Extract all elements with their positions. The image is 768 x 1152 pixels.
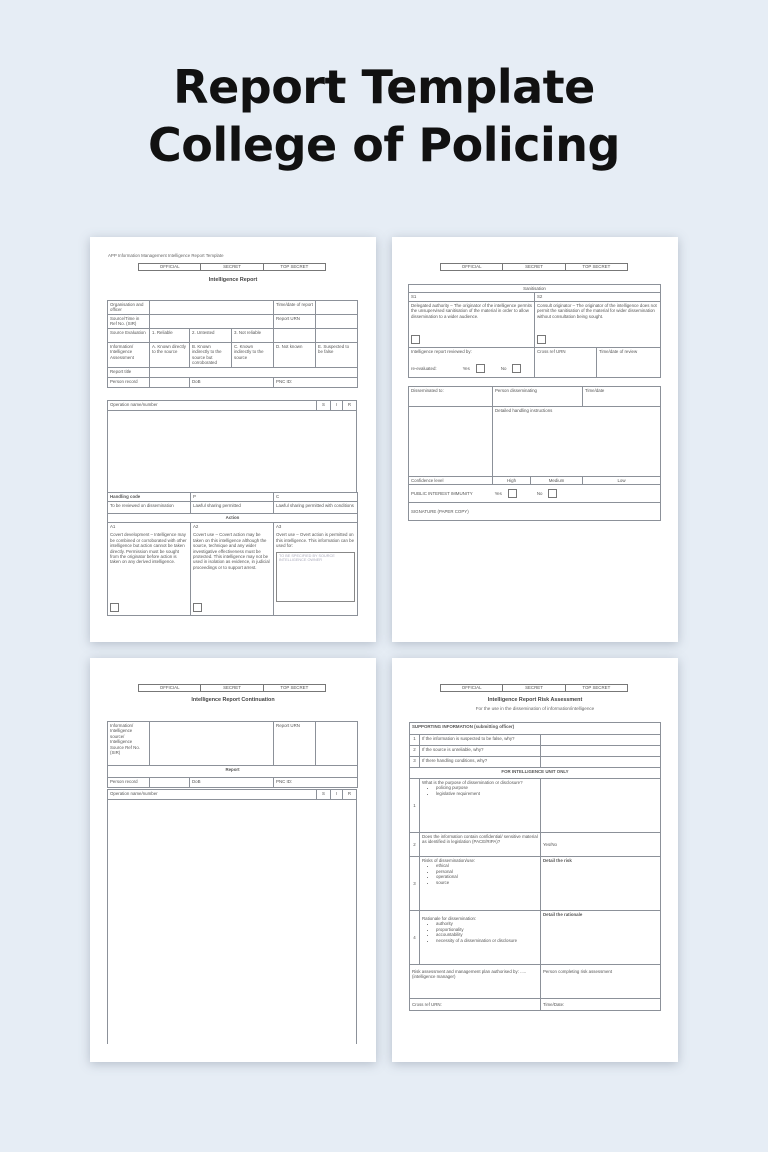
classification-official: OFFICIAL bbox=[139, 264, 201, 270]
handling-p: P bbox=[191, 493, 274, 502]
unit-question-4 bbox=[420, 911, 541, 965]
a3-use-field[interactable]: TO BE SPECIFIED BY SOURCE INTELLIGENCE OWNER bbox=[276, 552, 355, 602]
report-body-field[interactable] bbox=[108, 411, 357, 493]
a1-text: Covert development – Intelligence may be combined or corroborated with other intelligence but action cannot be taken directly. Permission must be sought from the originator before action is taken on any derived intelligence. bbox=[110, 532, 187, 565]
sir-s[interactable]: S bbox=[317, 401, 331, 411]
org-field[interactable] bbox=[150, 301, 274, 315]
urn-label: Report URN bbox=[274, 722, 316, 766]
signature-field[interactable] bbox=[409, 503, 661, 521]
operation-label: Operation name/number bbox=[108, 401, 317, 411]
confidence-label: Confidence level bbox=[409, 477, 493, 485]
bullet: • legislative requirement bbox=[436, 791, 538, 796]
classification-bar bbox=[440, 263, 628, 271]
info-assess-a[interactable]: A. Known directly to the source bbox=[150, 343, 190, 368]
operation-table bbox=[107, 400, 357, 493]
pnc-label[interactable]: PNC ID: bbox=[274, 778, 358, 788]
s2-text: Consult originator – The originator of the intelligence does not permit the sanitisation of the material for wider dissemination without consultation being sought. bbox=[537, 302, 657, 319]
unit-question-3-text: Risks of dissemination/use: bbox=[422, 858, 476, 863]
urn-label: Report URN bbox=[274, 315, 316, 329]
header-note: APP Information Management Intelligence Report Template bbox=[108, 253, 224, 258]
doc-title: Intelligence Report Risk Assessment bbox=[487, 697, 583, 703]
page-risk-assessment bbox=[392, 658, 678, 1062]
report-details-table bbox=[107, 300, 358, 388]
unit-question-1-text: What is the purpose of dissemination or disclosure? bbox=[422, 780, 523, 785]
urn-field[interactable] bbox=[316, 315, 358, 329]
classification-bar bbox=[440, 684, 628, 692]
review-cell bbox=[409, 347, 535, 377]
title-line-2: College of Policing bbox=[148, 118, 620, 172]
title-line-1: Report Template bbox=[173, 60, 595, 114]
supporting-answer-3[interactable] bbox=[541, 757, 661, 768]
classification-bar bbox=[138, 684, 326, 692]
report-label: Report bbox=[108, 766, 358, 778]
action-a2 bbox=[191, 523, 274, 616]
unit-answer-4[interactable]: Detail the rationale bbox=[541, 911, 661, 965]
person-record-label: Person record bbox=[108, 377, 150, 387]
pii-label: PUBLIC INTEREST IMMUNITY bbox=[411, 491, 473, 497]
dob-label[interactable]: DoB bbox=[190, 778, 274, 788]
bullet: • operational bbox=[436, 874, 538, 879]
s1-head: S1 bbox=[409, 293, 535, 301]
doc-title: Intelligence Report bbox=[208, 277, 258, 283]
unit-question-3 bbox=[420, 857, 541, 911]
handling-table bbox=[107, 492, 358, 616]
supporting-question-2: If the source is unreliable, why? bbox=[420, 746, 541, 757]
dob-label[interactable]: DoB bbox=[190, 377, 274, 387]
continuation-header-table bbox=[107, 721, 358, 788]
page-report-continuation bbox=[90, 658, 376, 1062]
pii-no-checkbox[interactable] bbox=[548, 489, 557, 498]
source-eval-3[interactable]: 3. Not reliable bbox=[232, 329, 274, 343]
yes-label: Yes bbox=[462, 366, 470, 372]
action-a3 bbox=[274, 523, 358, 616]
info-label: Information/ Intelligence Assessment bbox=[108, 343, 150, 368]
confidence-low[interactable]: Low bbox=[583, 477, 661, 485]
unit-num-2: 2 bbox=[410, 833, 420, 857]
bullet: • proportionality bbox=[436, 927, 538, 932]
continuation-body-table bbox=[107, 789, 357, 1044]
hero-title bbox=[0, 58, 768, 174]
info-assess-b[interactable]: B. Known indirectly to the source but corroborated bbox=[190, 343, 232, 368]
pii-yes-label: Yes bbox=[494, 491, 502, 497]
a2-head: A2 bbox=[193, 524, 199, 529]
unit-title: FOR INTELLIGENCE UNIT ONLY bbox=[410, 768, 661, 779]
supporting-num-1: 1 bbox=[410, 735, 420, 746]
person-record-label: Person record bbox=[108, 778, 150, 788]
person-record-field[interactable] bbox=[150, 778, 190, 788]
signature-label: SIGNATURE (PAPER COPY) bbox=[411, 509, 469, 515]
pii-yes-checkbox[interactable] bbox=[508, 489, 517, 498]
pnc-label[interactable]: PNC ID: bbox=[274, 377, 358, 387]
org-label: Organisation and officer bbox=[108, 301, 150, 315]
confidence-medium[interactable]: Medium bbox=[531, 477, 583, 485]
report-title-label: Report title bbox=[108, 367, 150, 377]
report-title-field[interactable] bbox=[150, 367, 358, 377]
classification-top-secret: TOP SECRET bbox=[280, 264, 309, 269]
dissemination-notes-field[interactable] bbox=[409, 407, 493, 477]
doc-subtitle: For the use in the dissemination of information/intelligence bbox=[475, 706, 595, 711]
sanitisation-table bbox=[408, 284, 661, 378]
source-field[interactable] bbox=[150, 315, 274, 329]
s2-cell bbox=[535, 301, 661, 347]
unit-answer-1[interactable] bbox=[541, 779, 661, 833]
continuation-body-field[interactable] bbox=[108, 800, 357, 1044]
re-evaluated-label: re-evaluated: bbox=[411, 366, 437, 372]
classification-top-secret: TOP SECRET bbox=[280, 685, 309, 690]
page-intelligence-report bbox=[90, 237, 376, 642]
info-assess-d[interactable]: D. Not known bbox=[274, 343, 316, 368]
unit-question-4-text: Rationale for dissemination: bbox=[422, 916, 477, 921]
info-source-field[interactable] bbox=[150, 722, 274, 766]
cross-ref-label[interactable]: Cross ref URN: bbox=[410, 999, 541, 1011]
classification-secret: SECRET bbox=[201, 685, 263, 691]
classification-official: OFFICIAL bbox=[139, 685, 201, 691]
s2-head: S2 bbox=[535, 293, 661, 301]
supporting-answer-1[interactable] bbox=[541, 735, 661, 746]
unit-question-2: Does the information contain confidential/ sensitive material as identified in legislation (PACE/RIPA)? bbox=[420, 833, 541, 857]
bullet: • accountability bbox=[436, 932, 538, 937]
bullet: • source bbox=[436, 880, 538, 885]
handling-code-label: Handling code bbox=[108, 493, 191, 502]
urn-field[interactable] bbox=[316, 722, 358, 766]
sir-r[interactable]: R bbox=[343, 790, 357, 800]
info-assess-c[interactable]: C. Known indirectly to the source bbox=[232, 343, 274, 368]
sir-i[interactable]: I bbox=[331, 790, 343, 800]
source-eval-1[interactable]: 1. Reliable bbox=[150, 329, 190, 343]
doc-title: Intelligence Report Continuation bbox=[191, 697, 275, 703]
sir-i[interactable]: I bbox=[331, 401, 343, 411]
handling-instructions-label[interactable]: Detailed handling instructions bbox=[493, 407, 661, 477]
unit-answer-3[interactable]: Detail the risk bbox=[541, 857, 661, 911]
operation-label: Operation name/number bbox=[108, 790, 317, 800]
unit-num-1: 1 bbox=[410, 779, 420, 833]
supporting-num-3: 3 bbox=[410, 757, 420, 768]
time-review-label[interactable]: Time/date of review bbox=[597, 347, 661, 377]
bullet: • ethical bbox=[436, 863, 538, 868]
classification-official: OFFICIAL bbox=[441, 685, 503, 691]
supporting-num-2: 2 bbox=[410, 746, 420, 757]
source-eval-label: Source Evaluation bbox=[108, 329, 150, 343]
disseminated-to-label[interactable]: Disseminated to: bbox=[409, 387, 493, 407]
s1-cell bbox=[409, 301, 535, 347]
confidence-high[interactable]: High bbox=[493, 477, 531, 485]
pii-no-label: No bbox=[536, 491, 543, 497]
a3-head: A3 bbox=[276, 524, 282, 529]
classification-top-secret: TOP SECRET bbox=[582, 685, 611, 690]
person-disseminating-label[interactable]: Person disseminating bbox=[493, 387, 583, 407]
handling-c-desc: Lawful sharing permitted with conditions bbox=[274, 502, 358, 514]
time-date-label[interactable]: Time/date bbox=[583, 387, 661, 407]
reviewed-by-label: Intelligence report reviewed by: bbox=[411, 348, 472, 354]
s1-text: Delegated authority – The originator of the intelligence permits the unsupervised sanitisation of the material in order to allow dissemination to a wider audience. bbox=[411, 302, 532, 319]
sanitisation-title: Sanitisation bbox=[409, 285, 661, 293]
a2-checkbox[interactable] bbox=[193, 603, 202, 612]
unit-num-4: 4 bbox=[410, 911, 420, 965]
sir-s[interactable]: S bbox=[317, 790, 331, 800]
action-a1 bbox=[108, 523, 191, 616]
re-evaluated-yes-checkbox[interactable] bbox=[476, 364, 485, 373]
dissemination-table bbox=[408, 386, 661, 521]
handling-c: C bbox=[274, 493, 358, 502]
s1-checkbox[interactable] bbox=[411, 335, 420, 344]
unit-answer-2[interactable]: Yes/No bbox=[541, 833, 661, 857]
classification-secret: SECRET bbox=[503, 264, 565, 270]
pii-row bbox=[409, 485, 661, 503]
re-evaluated-no-checkbox[interactable] bbox=[512, 364, 521, 373]
time-label: Time/date of report bbox=[274, 301, 316, 315]
classification-bar bbox=[138, 263, 326, 271]
page-sanitisation bbox=[392, 237, 678, 642]
classification-secret: SECRET bbox=[503, 685, 565, 691]
classification-top-secret: TOP SECRET bbox=[582, 264, 611, 269]
no-label: No bbox=[500, 366, 507, 372]
a3-text: Overt use – Overt action is permitted on this intelligence. This information can be used for: bbox=[276, 532, 355, 549]
classification-secret: SECRET bbox=[201, 264, 263, 270]
handling-review: To be reviewed on dissemination bbox=[108, 502, 191, 514]
time-date-label[interactable]: Time/Date: bbox=[541, 999, 661, 1011]
classification-official: OFFICIAL bbox=[441, 264, 503, 270]
bullet: • necessity of a dissemination or disclosure bbox=[436, 938, 538, 943]
source-label: Source/Time in Ref No. (SIR) bbox=[108, 315, 150, 329]
supporting-question-3: If there handling conditions, why? bbox=[420, 757, 541, 768]
sir-r[interactable]: R bbox=[343, 401, 357, 411]
action-title: Action bbox=[108, 514, 358, 523]
a2-text: Covert use – Covert action may be taken on this intelligence although the source, technique and any wider investigative effectiveness must be protected. This intelligence may not be used in isolation as evidence, in judicial proceedings or to support arrest. bbox=[193, 532, 270, 570]
supporting-title: SUPPORTING INFORMATION (submitting officer) bbox=[410, 723, 661, 735]
info-assess-e[interactable]: E. Suspected to be false bbox=[316, 343, 358, 368]
cross-ref-label[interactable]: Cross ref URN bbox=[535, 347, 597, 377]
bullet: • policing purpose bbox=[436, 785, 538, 790]
a1-head: A1 bbox=[110, 524, 116, 529]
s2-checkbox[interactable] bbox=[537, 335, 546, 344]
source-eval-2[interactable]: 2. Untested bbox=[190, 329, 232, 343]
person-completing-label[interactable]: Person completing risk assessment bbox=[541, 965, 661, 999]
a1-checkbox[interactable] bbox=[110, 603, 119, 612]
supporting-answer-2[interactable] bbox=[541, 746, 661, 757]
unit-question-1 bbox=[420, 779, 541, 833]
bullet: • authority bbox=[436, 921, 538, 926]
risk-assessment-table bbox=[409, 722, 661, 1011]
person-record-field[interactable] bbox=[150, 377, 190, 387]
handling-p-desc: Lawful sharing permitted bbox=[191, 502, 274, 514]
time-field[interactable] bbox=[316, 301, 358, 315]
unit-num-3: 3 bbox=[410, 857, 420, 911]
bullet: • personal bbox=[436, 869, 538, 874]
plan-label[interactable]: Risk assessment and management plan authorised by: ..... (intelligence manager) bbox=[410, 965, 541, 999]
info-source-label: Information/ Intelligence source/ Intelligence Source Ref No. (SIR) bbox=[108, 722, 150, 766]
supporting-question-1: If the information is suspected to be false, why? bbox=[420, 735, 541, 746]
